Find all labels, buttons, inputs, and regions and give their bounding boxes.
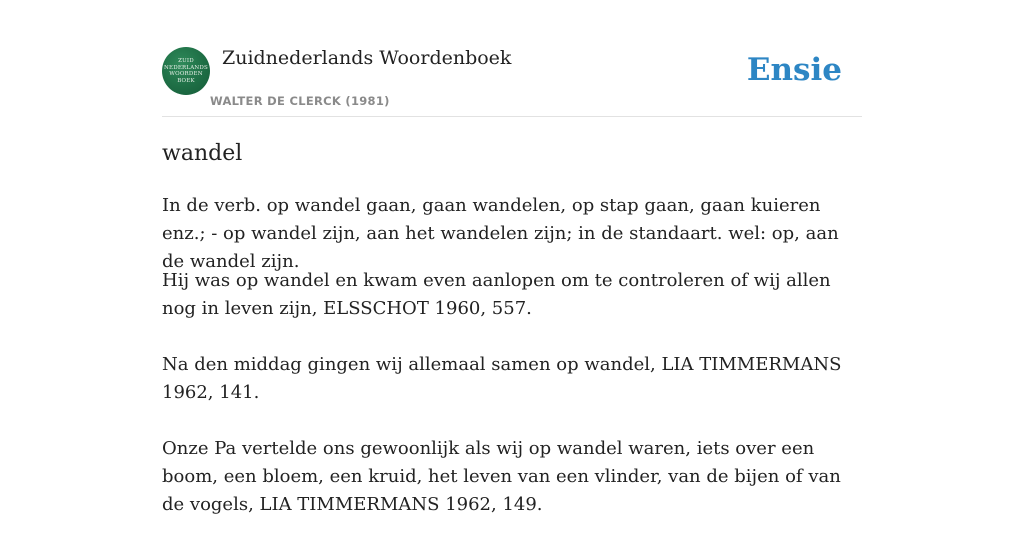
logo-text-line: ZUID — [178, 58, 194, 64]
page-container — [162, 0, 862, 515]
entry-examples — [162, 267, 862, 547]
example-quote: Onze Pa vertelde ons gewoonlijk als wij op wandel waren, iets over een boom, een bloem, een kruid, het leven van een vlinder, van de bijen of van de vogels, LIA TIMMERMANS 1962, 149. — [162, 438, 841, 515]
logo-text-line: BOEK — [177, 77, 195, 84]
logo-text-line: WOORDEN — [169, 71, 203, 77]
example-quote: Na den middag gingen wij allemaal samen op wandel, LIA TIMMERMANS 1962, 141. — [162, 354, 842, 403]
ensie-brand-link[interactable]: Ensie — [746, 52, 842, 88]
dictionary-logo[interactable] — [162, 47, 210, 95]
dictionary-header — [162, 0, 862, 117]
entry-definition: In de verb. op wandel gaan, gaan wandelen, op stap gaan, gaan kuieren enz.; - op wandel zijn, aan het wandelen zijn; in de standaart. wel: op, aan de wandel zijn. — [162, 195, 839, 272]
dictionary-author: WALTER DE CLERCK (1981) — [210, 94, 390, 108]
entry-headword: wandel — [162, 141, 243, 166]
dictionary-title-link[interactable]: Zuidnederlands Woordenboek — [222, 47, 512, 69]
example-quote: Hij was op wandel en kwam even aanlopen om te controleren of wij allen nog in leven zijn, ELSSCHOT 1960, 557. — [162, 270, 831, 319]
logo-text-line: NEDERLANDS — [163, 64, 208, 71]
